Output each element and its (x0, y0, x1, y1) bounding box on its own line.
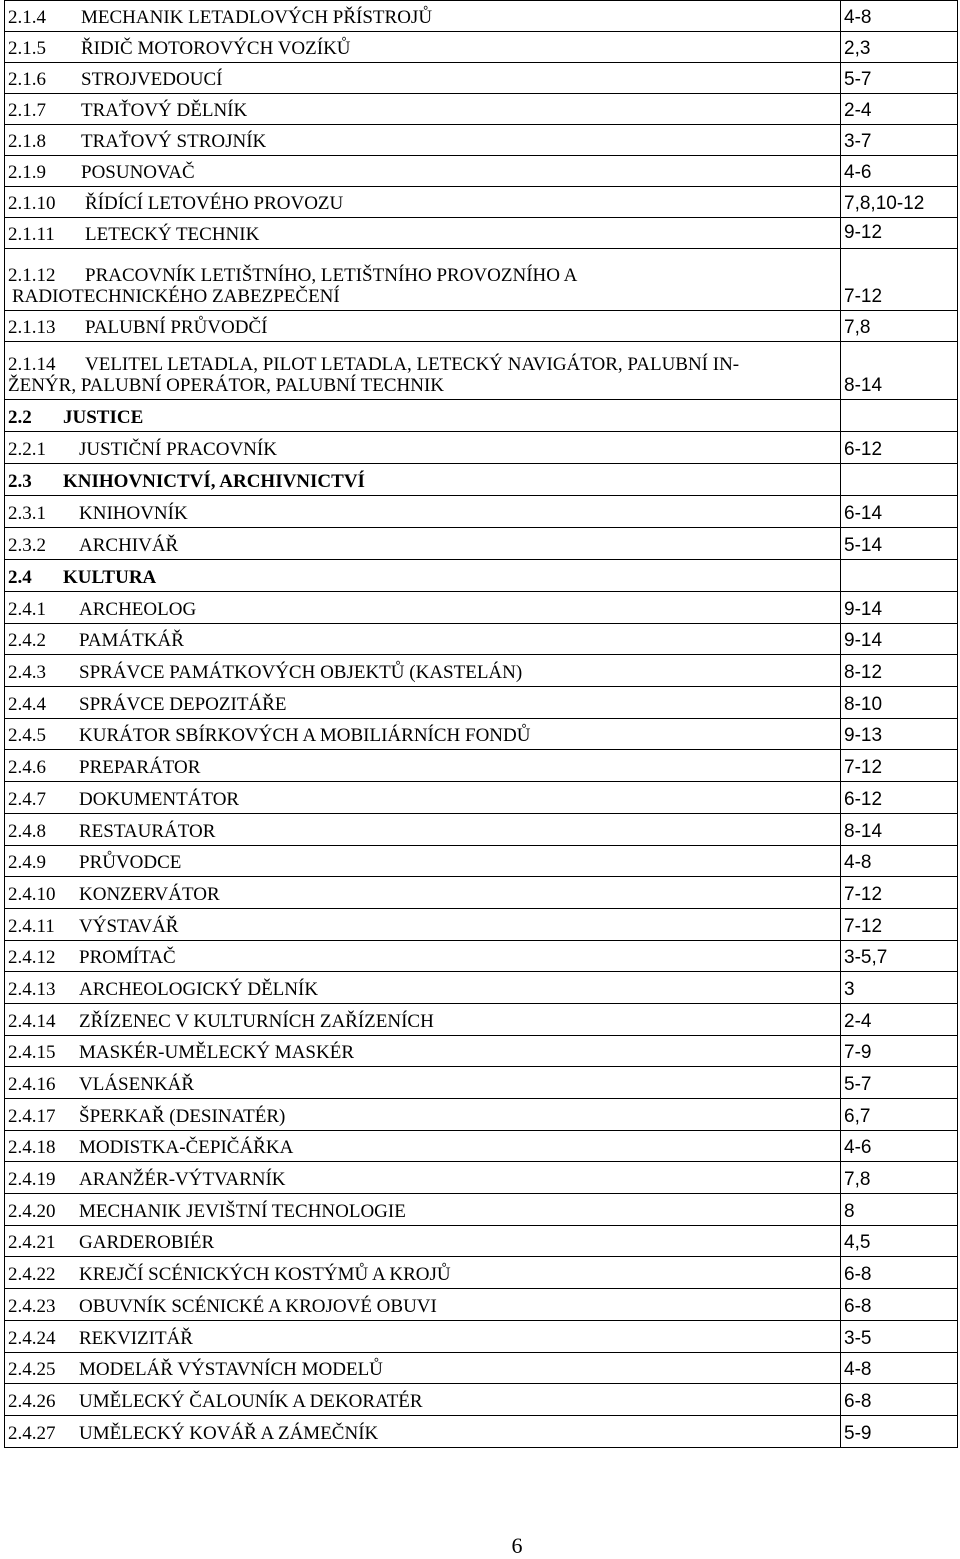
grade-range-cell: 7,8 (841, 1162, 958, 1194)
grade-range-cell: 8-14 (841, 342, 958, 400)
occupation-label: TRAŤOVÝ DĚLNÍK (81, 100, 248, 121)
item-number: 2.1.11 (8, 224, 55, 245)
item-number: 2.1.4 (8, 7, 46, 28)
occupation-label: KNIHOVNICTVÍ, ARCHIVNICTVÍ (63, 471, 365, 492)
occupation-label: GARDEROBIÉR (79, 1232, 215, 1254)
grade-range-cell: 6-8 (841, 1289, 958, 1321)
grade-range-cell: 8-14 (841, 813, 958, 845)
occupation-label: VÝSTAVÁŘ (79, 915, 179, 937)
table-row (5, 249, 958, 311)
occupation-cell (5, 311, 841, 342)
item-number: 2.3 (8, 471, 32, 492)
occupation-cell (5, 718, 841, 750)
occupation-label: MECHANIK JEVIŠTNÍ TECHNOLOGIE (79, 1200, 406, 1222)
occupation-cell (5, 1384, 841, 1416)
table-row (5, 1067, 958, 1099)
grade-range-cell: 3-7 (841, 125, 958, 156)
occupation-label: STROJVEDOUCÍ (81, 69, 223, 90)
table-row (5, 1289, 958, 1321)
occupation-cell (5, 125, 841, 156)
item-number: 2.1.6 (8, 69, 46, 90)
grade-range-cell: 5-7 (841, 1067, 958, 1099)
table-row (5, 94, 958, 125)
occupation-cell (5, 432, 841, 464)
occupation-label: UMĚLECKÝ KOVÁŘ A ZÁMEČNÍK (79, 1422, 379, 1444)
grade-range-cell: 6-14 (841, 496, 958, 528)
occupation-cell (5, 1257, 841, 1289)
page-number: 6 (511, 1533, 523, 1558)
table-row (5, 940, 958, 972)
occupation-label: KONZERVÁTOR (79, 883, 220, 905)
item-number: 2.1.14 (8, 354, 56, 375)
table-row (5, 1257, 958, 1289)
item-number: 2.4.18 (8, 1137, 56, 1159)
table-row (5, 718, 958, 750)
grade-range-cell: 2,3 (841, 32, 958, 63)
table-row (5, 311, 958, 342)
occupation-cell (5, 750, 841, 782)
item-number: 2.4.12 (8, 947, 56, 969)
item-number: 2.4.27 (8, 1422, 56, 1444)
grade-range-cell: 7-12 (841, 249, 958, 311)
occupation-label: LETECKÝ TECHNIK (85, 224, 260, 245)
item-number: 2.1.8 (8, 131, 46, 152)
table-body (5, 1, 958, 1448)
occupation-cell (5, 623, 841, 655)
table-row (5, 156, 958, 187)
section-heading-cell (5, 464, 841, 496)
table-row (5, 1162, 958, 1194)
occupation-label: ARCHIVÁŘ (79, 535, 179, 556)
occupation-cell (5, 1067, 841, 1099)
grade-range-cell: 7-12 (841, 877, 958, 909)
occupation-label: ARCHEOLOGICKÝ DĚLNÍK (79, 978, 319, 1000)
grade-range-cell: 2-4 (841, 94, 958, 125)
grade-range-cell (841, 400, 958, 432)
table-row (5, 464, 958, 496)
item-number: 2.2.1 (8, 439, 46, 460)
item-number: 2.1.5 (8, 38, 46, 59)
grade-range-cell: 7-12 (841, 750, 958, 782)
occupation-cell (5, 1162, 841, 1194)
table-row (5, 845, 958, 877)
occupation-cell (5, 1289, 841, 1321)
grade-range-cell: 4-6 (841, 156, 958, 187)
item-number: 2.3.2 (8, 535, 46, 556)
occupation-label: REKVIZITÁŘ (79, 1327, 193, 1349)
occupation-label: KURÁTOR SBÍRKOVÝCH A MOBILIÁRNÍCH FONDŮ (79, 725, 531, 747)
grade-range-cell: 6,7 (841, 1099, 958, 1131)
table-row (5, 782, 958, 814)
item-number: 2.4.6 (8, 757, 46, 779)
occupation-cell (5, 877, 841, 909)
occupation-cell (5, 249, 841, 311)
occupation-label: JUSTICE (63, 407, 144, 428)
table-row (5, 592, 958, 624)
job-grade-table (4, 0, 958, 1448)
occupation-label: RESTAURÁTOR (79, 820, 216, 842)
occupation-cell (5, 1225, 841, 1257)
item-number: 2.4.26 (8, 1390, 56, 1412)
grade-range-cell: 9-12 (841, 218, 958, 249)
occupation-label: VLÁSENKÁŘ (79, 1074, 195, 1095)
occupation-label: ARCHEOLOG (79, 598, 197, 620)
item-number: 2.4.9 (8, 852, 46, 874)
item-number: 2.4.20 (8, 1200, 56, 1222)
table-row (5, 623, 958, 655)
item-number: 2.4.14 (8, 1010, 56, 1032)
occupation-cell (5, 813, 841, 845)
table-row (5, 750, 958, 782)
item-number: 2.2 (8, 407, 32, 428)
grade-range-cell: 7-9 (841, 1035, 958, 1067)
occupation-label: PRACOVNÍK LETIŠTNÍHO, LETIŠTNÍHO PROVOZNÍHO A (85, 265, 578, 286)
item-number: 2.4.22 (8, 1264, 56, 1286)
item-number: 2.1.10 (8, 193, 56, 214)
occupation-label: ŘIDIČ MOTOROVÝCH VOZÍKŮ (81, 38, 351, 59)
table-row (5, 1384, 958, 1416)
grade-range-cell: 5-9 (841, 1415, 958, 1447)
table-row (5, 877, 958, 909)
occupation-cell (5, 94, 841, 125)
occupation-cell (5, 1, 841, 32)
occupation-cell (5, 32, 841, 63)
item-number: 2.4.11 (8, 915, 55, 937)
table-row (5, 972, 958, 1004)
item-number: 2.4.23 (8, 1295, 56, 1317)
occupation-cell (5, 1415, 841, 1447)
occupation-cell (5, 187, 841, 218)
occupation-label: SPRÁVCE DEPOZITÁŘE (79, 693, 287, 715)
item-number: 2.4 (8, 567, 32, 588)
grade-range-cell: 8 (841, 1194, 958, 1226)
occupation-label: JUSTIČNÍ PRACOVNÍK (79, 439, 277, 460)
grade-range-cell: 7,8 (841, 311, 958, 342)
item-number: 2.4.25 (8, 1359, 56, 1381)
occupation-cell (5, 782, 841, 814)
occupation-label-continued: ŽENÝR, PALUBNÍ OPERÁTOR, PALUBNÍ TECHNIK (8, 375, 444, 396)
occupation-cell (5, 972, 841, 1004)
occupation-label-continued: RADIOTECHNICKÉHO ZABEZPEČENÍ (12, 286, 340, 307)
occupation-label: PROMÍTAČ (79, 947, 176, 969)
item-number: 2.4.13 (8, 978, 56, 1000)
grade-range-cell: 8-10 (841, 687, 958, 719)
table-row (5, 496, 958, 528)
occupation-label: KNIHOVNÍK (79, 503, 188, 524)
occupation-label: UMĚLECKÝ ČALOUNÍK A DEKORATÉR (79, 1390, 423, 1412)
occupation-cell (5, 1035, 841, 1067)
table-row (5, 1099, 958, 1131)
grade-range-cell: 9-14 (841, 623, 958, 655)
table-row (5, 1352, 958, 1384)
grade-range-cell: 6-12 (841, 782, 958, 814)
occupation-cell (5, 528, 841, 560)
occupation-label: ARANŽÉR-VÝTVARNÍK (79, 1169, 286, 1191)
occupation-label: VELITEL LETADLA, PILOT LETADLA, LETECKÝ NAVIGÁTOR, PALUBNÍ IN- (85, 354, 740, 375)
occupation-cell (5, 655, 841, 687)
occupation-cell (5, 592, 841, 624)
table-row (5, 1003, 958, 1035)
table-row (5, 560, 958, 592)
table-row (5, 813, 958, 845)
table-row (5, 655, 958, 687)
table-row (5, 63, 958, 94)
item-number: 2.4.3 (8, 662, 46, 684)
occupation-label: ZŘÍZENEC V KULTURNÍCH ZAŘÍZENÍCH (79, 1010, 434, 1032)
table-row (5, 1035, 958, 1067)
table-row (5, 528, 958, 560)
item-number: 2.4.1 (8, 598, 46, 620)
occupation-label: PALUBNÍ PRŮVODČÍ (85, 317, 268, 338)
table-row (5, 125, 958, 156)
item-number: 2.1.13 (8, 317, 56, 338)
grade-range-cell: 7-12 (841, 908, 958, 940)
grade-range-cell: 5-14 (841, 528, 958, 560)
occupation-cell (5, 156, 841, 187)
table-row (5, 1225, 958, 1257)
section-heading-cell (5, 560, 841, 592)
grade-range-cell: 4-8 (841, 1352, 958, 1384)
item-number: 2.1.7 (8, 100, 46, 121)
table-row (5, 1320, 958, 1352)
occupation-label: PRŮVODCE (79, 852, 182, 874)
occupation-label: ŠPERKAŘ (DESINATÉR) (79, 1105, 286, 1127)
occupation-label: ŘÍDÍCÍ LETOVÉHO PROVOZU (85, 193, 344, 214)
occupation-label: DOKUMENTÁTOR (79, 788, 240, 810)
table-row (5, 342, 958, 400)
table-row (5, 32, 958, 63)
occupation-label: KREJČÍ SCÉNICKÝCH KOSTÝMŮ A KROJŮ (79, 1264, 451, 1286)
grade-range-cell: 2-4 (841, 1003, 958, 1035)
occupation-label: MASKÉR-UMĚLECKÝ MASKÉR (79, 1042, 354, 1064)
occupation-label: SPRÁVCE PAMÁTKOVÝCH OBJEKTŮ (KASTELÁN) (79, 662, 523, 684)
occupation-cell (5, 908, 841, 940)
grade-range-cell: 3-5,7 (841, 940, 958, 972)
grade-range-cell: 7,8,10-12 (841, 187, 958, 218)
occupation-cell (5, 218, 841, 249)
grade-range-cell: 6-8 (841, 1257, 958, 1289)
table-row (5, 432, 958, 464)
occupation-label: MODISTKA-ČEPIČÁŘKA (79, 1137, 294, 1159)
item-number: 2.4.24 (8, 1327, 56, 1349)
item-number: 2.4.2 (8, 630, 46, 652)
item-number: 2.4.21 (8, 1232, 56, 1254)
occupation-cell (5, 1194, 841, 1226)
grade-range-cell: 5-7 (841, 63, 958, 94)
grade-range-cell: 9-14 (841, 592, 958, 624)
occupation-label: POSUNOVAČ (81, 162, 195, 183)
item-number: 2.4.16 (8, 1074, 56, 1095)
item-number: 2.4.15 (8, 1042, 56, 1064)
grade-range-cell: 6-8 (841, 1384, 958, 1416)
occupation-cell (5, 687, 841, 719)
grade-range-cell: 8-12 (841, 655, 958, 687)
item-number: 2.4.8 (8, 820, 46, 842)
item-number: 2.4.4 (8, 693, 46, 715)
occupation-label: KULTURA (63, 567, 157, 588)
occupation-cell (5, 63, 841, 94)
item-number: 2.4.5 (8, 725, 46, 747)
occupation-cell (5, 1352, 841, 1384)
table-row (5, 187, 958, 218)
item-number: 2.4.19 (8, 1169, 56, 1191)
grade-range-cell: 4-8 (841, 1, 958, 32)
occupation-label: PAMÁTKÁŘ (79, 630, 184, 652)
item-number: 2.1.9 (8, 162, 46, 183)
grade-range-cell: 4,5 (841, 1225, 958, 1257)
occupation-label: TRAŤOVÝ STROJNÍK (81, 131, 267, 152)
occupation-cell (5, 342, 841, 400)
grade-range-cell: 9-13 (841, 718, 958, 750)
occupation-cell (5, 1320, 841, 1352)
occupation-cell (5, 496, 841, 528)
table-row (5, 1130, 958, 1162)
item-number: 2.4.7 (8, 788, 46, 810)
table-row (5, 1194, 958, 1226)
occupation-cell (5, 1130, 841, 1162)
item-number: 2.4.10 (8, 883, 56, 905)
table-row (5, 1, 958, 32)
grade-range-cell (841, 464, 958, 496)
grade-range-cell: 4-6 (841, 1130, 958, 1162)
table-row (5, 687, 958, 719)
occupation-cell (5, 1003, 841, 1035)
occupation-cell (5, 845, 841, 877)
item-number: 2.1.12 (8, 265, 56, 286)
table-row (5, 1415, 958, 1447)
grade-range-cell: 3 (841, 972, 958, 1004)
occupation-label: OBUVNÍK SCÉNICKÉ A KROJOVÉ OBUVI (79, 1295, 437, 1317)
item-number: 2.3.1 (8, 503, 46, 524)
item-number: 2.4.17 (8, 1105, 56, 1127)
grade-range-cell: 3-5 (841, 1320, 958, 1352)
section-heading-cell (5, 400, 841, 432)
occupation-cell (5, 940, 841, 972)
table-row (5, 218, 958, 249)
occupation-cell (5, 1099, 841, 1131)
occupation-label: MECHANIK LETADLOVÝCH PŘÍSTROJŮ (81, 7, 433, 28)
occupation-label: MODELÁŘ VÝSTAVNÍCH MODELŮ (79, 1359, 383, 1381)
table-row (5, 908, 958, 940)
table-row (5, 400, 958, 432)
grade-range-cell (841, 560, 958, 592)
grade-range-cell: 4-8 (841, 845, 958, 877)
grade-range-cell: 6-12 (841, 432, 958, 464)
occupation-label: PREPARÁTOR (79, 757, 201, 779)
